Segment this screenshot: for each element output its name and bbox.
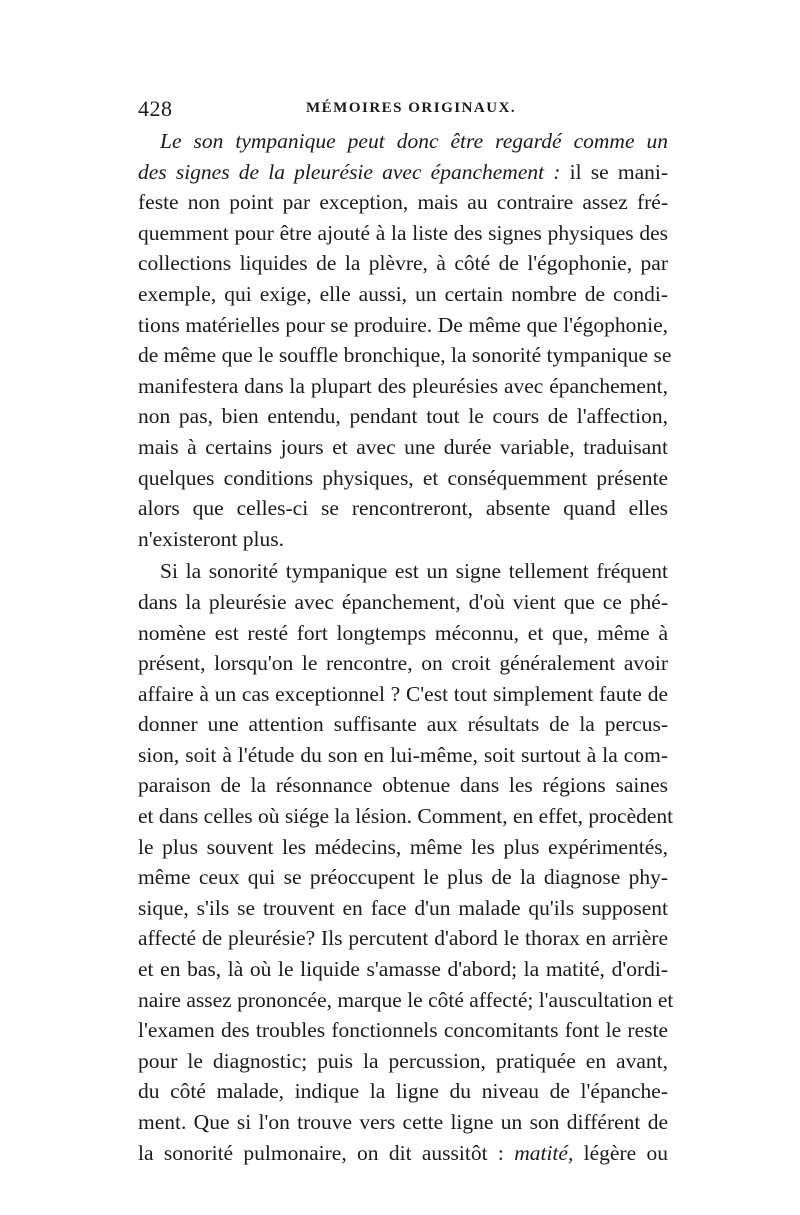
text-run: sion, soit à l'étude du son en lui-même, soit surtout à la com-: [138, 742, 668, 767]
text-line: [138, 801, 674, 832]
body-text: [138, 126, 674, 1168]
text-run: du côté malade, indique la ligne du niveau de l'épanche-: [138, 1079, 668, 1104]
text-run: il se mani-: [560, 159, 668, 184]
text-run: exemple, qui exige, elle aussi, un certain nombre de condi-: [138, 281, 668, 306]
text-line: [138, 493, 668, 524]
text-line: [138, 618, 668, 649]
text-line: [138, 1046, 668, 1077]
text-line: [138, 862, 668, 893]
text-run: donner une attention suffisante aux résultats de la percus-: [138, 712, 668, 737]
text-line: [138, 679, 668, 710]
text-line: [138, 709, 668, 740]
text-run: ment. Que si l'on trouve vers cette ligne un son différent de: [138, 1110, 668, 1134]
text-line: [138, 279, 668, 310]
text-run: manifestera dans la plupart des pleurésies avec épanchement,: [138, 373, 668, 398]
text-line: [138, 954, 668, 985]
italic-text: matité,: [514, 1140, 574, 1165]
text-run: l'examen des troubles fonctionnels concomitants font le reste: [138, 1018, 668, 1043]
text-line: [138, 770, 668, 801]
text-run: présent, lorsqu'on le rencontre, on croit généralement avoir: [138, 651, 668, 676]
text-line: [138, 371, 668, 402]
text-run: nomène est resté fort longtemps méconnu, et que, même à: [138, 620, 668, 645]
text-run: quemment pour être ajouté à la liste des signes physiques des: [138, 220, 668, 245]
text-line: [138, 740, 668, 771]
text-line: [138, 923, 668, 954]
text-run: naire assez prononcée, marque le côté affecté; l'auscultation et: [138, 987, 674, 1012]
text-run: alors que celles-ci se rencontreront, absente quand elles: [138, 496, 668, 521]
text-run: non pas, bien entendu, pendant tout le cours de l'affection,: [138, 404, 668, 429]
text-line: [138, 187, 668, 218]
text-line: [138, 248, 668, 279]
text-run: collections liquides de la plèvre, à côté de l'égophonie, par: [138, 251, 668, 276]
text-line: [138, 648, 668, 679]
text-run: pour le diagnostic; puis la percussion, pratiquée en avant,: [138, 1048, 668, 1073]
text-line: [138, 1015, 668, 1046]
text-line: [138, 1076, 668, 1107]
text-line: [138, 126, 668, 157]
text-run: mais à certains jours et avec une durée variable, traduisant: [138, 434, 668, 459]
text-run: quelques conditions physiques, et conséquemment présente: [138, 465, 668, 490]
text-line: [138, 556, 668, 587]
text-line: [138, 463, 668, 494]
text-line: [138, 893, 668, 924]
text-run: sique, s'ils se trouvent en face d'un malade qu'ils supposent: [138, 895, 668, 920]
italic-text: des signes de la pleurésie avec épanchement :: [138, 159, 561, 184]
text-run: feste non point par exception, mais au contraire assez fré-: [138, 190, 668, 215]
page-number: 428: [138, 96, 173, 121]
text-line: [138, 218, 668, 249]
text-line: [138, 432, 668, 463]
text-line: [138, 340, 672, 371]
text-run: affaire à un cas exceptionnel ? C'est tout simplement faute de: [138, 681, 668, 706]
running-head: MÉMOIRES ORIGINAUX.: [306, 100, 517, 116]
text-run: n'existeront plus.: [138, 526, 284, 551]
text-line: [138, 310, 668, 341]
text-run: Si la sonorité tympanique est un signe tellement fréquent: [160, 559, 668, 584]
text-run: affecté de pleurésie? Ils percutent d'abord le thorax en arrière: [138, 926, 668, 951]
text-run: même ceux qui se préoccupent le plus de la diagnose phy-: [138, 865, 668, 890]
text-run: et en bas, là où le liquide s'amasse d'abord; la matité, d'ordi-: [138, 957, 668, 982]
text-line: [138, 985, 674, 1016]
text-run: dans la pleurésie avec épanchement, d'où vient que ce phé-: [138, 589, 668, 614]
text-run: légère ou: [573, 1140, 668, 1165]
text-run: tions matérielles pour se produire. De même que l'égophonie,: [138, 312, 668, 337]
text-line: [138, 1138, 668, 1169]
text-run: et dans celles où siége la lésion. Comment, en effet, procèdent: [138, 804, 674, 829]
text-run: paraison de la résonnance obtenue dans les régions saines: [138, 773, 668, 798]
text-run: la sonorité pulmonaire, on dit aussitôt :: [138, 1140, 515, 1165]
italic-text: Le son tympanique peut donc être regardé comme un: [160, 129, 668, 153]
text-line: [138, 587, 668, 618]
text-line: [138, 401, 668, 432]
text-line: [138, 832, 668, 863]
page-header: [138, 96, 668, 126]
text-line: [138, 524, 668, 555]
text-run: de même que le souffle bronchique, la sonorité tympanique se: [138, 343, 672, 368]
text-line: [138, 157, 668, 188]
text-run: le plus souvent les médecins, même les plus expérimentés,: [138, 834, 668, 859]
text-line: [138, 1107, 668, 1138]
